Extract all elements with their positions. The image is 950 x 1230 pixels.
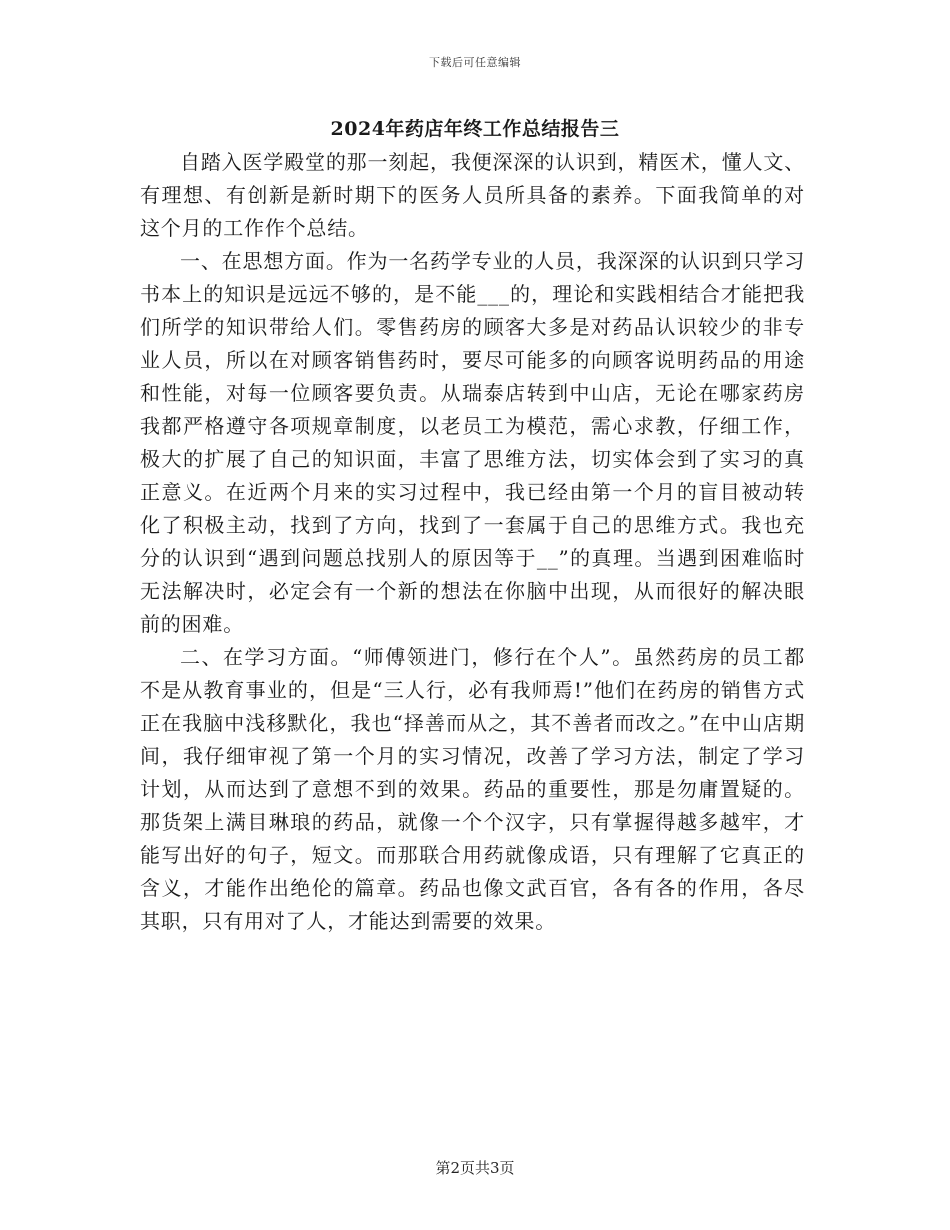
document-body xyxy=(140,146,805,938)
document-title: 2024年药店年终工作总结报告三 xyxy=(330,118,620,140)
paragraph-learning: 二、在学习方面。“师傅领进门，修行在个人”。虽然药房的员工都不是从教育事业的，但是“三人行，必有我师焉!”他们在药房的销售方式正在我脑中浅移默化，我也“择善而从之，其不善者而改之。”在中山店期间，我仔细审视了第一个月的实习情况，改善了学习方法，制定了学习计划，从而达到了意想不到的效果。药品的重要性，那是勿庸置疑的。那货架上满目琳琅的药品，就像一个个汉字，只有掌握得越多越牢，才能写出好的句子，短文。而那联合用药就像成语，只有理解了它真正的含义，才能作出绝伦的篇章。药品也像文武百官，各有各的作用，各尽其职，只有用对了人，才能达到需要的效果。 xyxy=(140,645,805,933)
page-footer: 第2页共3页 xyxy=(435,1159,515,1177)
page-header: 下载后可任意编辑 xyxy=(429,56,521,69)
paragraph-intro: 自踏入医学殿堂的那一刻起，我便深深的认识到，精医术，懂人文、有理想、有创新是新时期下的医务人员所具备的素养。下面我简单的对这个月的工作作个总结。 xyxy=(140,150,805,240)
paragraph-thinking: 一、在思想方面。作为一名药学专业的人员，我深深的认识到只学习书本上的知识是远远不够的，是不能___的，理论和实践相结合才能把我们所学的知识带给人们。零售药房的顾客大多是对药品认识较少的非专业人员，所以在对顾客销售药时，要尽可能多的向顾客说明药品的用途和性能，对每一位顾客要负责。从瑞泰店转到中山店，无论在哪家药房我都严格遵守各项规章制度，以老员工为模范，需心求教，仔细工作，极大的扩展了自己的知识面，丰富了思维方法，切实体会到了实习的真正意义。在近两个月来的实习过程中，我已经由第一个月的盲目被动转化了积极主动，找到了方向，找到了一套属于自己的思维方式。我也充分的认识到“遇到问题总找别人的原因等于__”的真理。当遇到困难临时无法解决时，必定会有一个新的想法在你脑中出现，从而很好的解决眼前的困难。 xyxy=(140,249,805,636)
